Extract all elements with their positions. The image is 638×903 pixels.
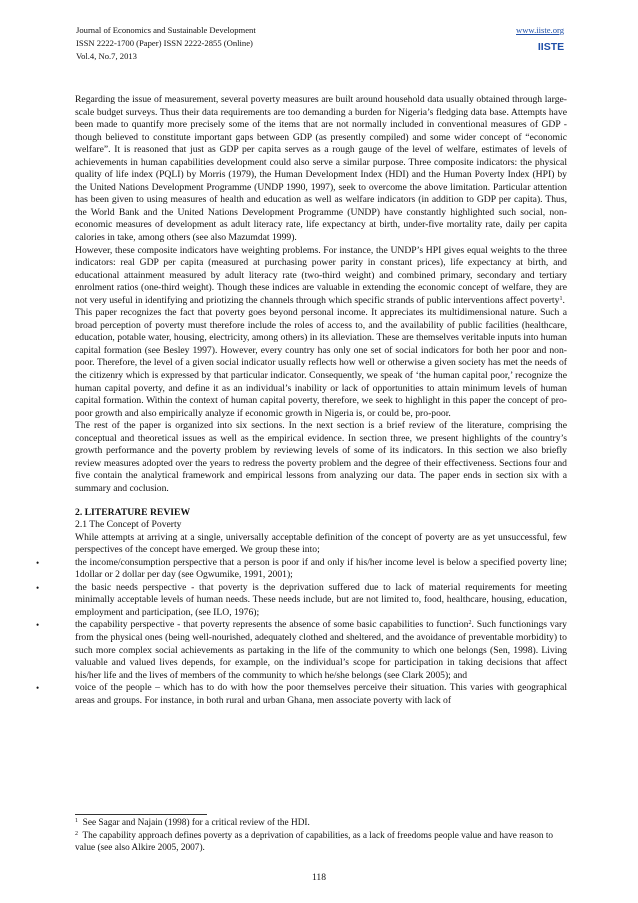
iiste-logo <box>538 38 564 53</box>
running-header <box>76 24 566 63</box>
subsection-title: 2.1 The Concept of Poverty <box>75 519 182 531</box>
section-title: 2. LITERATURE REVIEW <box>75 506 191 518</box>
perspectives-list <box>36 556 567 708</box>
journal-name: Journal of Economics and Sustainable Development <box>76 25 256 35</box>
footnotes <box>75 817 555 855</box>
bullet-icon: • <box>36 620 40 631</box>
list-item: • the basic needs perspective - that poverty is the deprivation suffered due to lack of material requirements for meeting minimally acceptable levels of human needs. These needs include, but are not limited to, food, healthcare, housing, education, employment and participation, (see ILO, 1976); <box>36 581 567 618</box>
list-item: • the capability perspective - that poverty represents the absence of some basic capabilities to function$^2$. Such functionings vary from the physical ones (being well-nourished, adequately clothed and sheltered, and the avoidance of preventable morbidity) to such more complex social achievements as partaking in the life of the community to which one belongs (Sen, 1998). Living valuable and valued lives depends, for example, on the individual’s scope for participation in taking decisions that affect his/her life and the lives of members of the community to which he/she belongs (see Clark 2005); and <box>36 619 567 681</box>
footnote-divider <box>75 814 207 815</box>
footnote-ref-2: 2 <box>468 620 472 627</box>
footnote-ref-1: 1 <box>559 295 563 302</box>
bullet-icon: • <box>36 683 40 694</box>
paragraph-definition: While attempts at arriving at a single, universally acceptable definition of the concept of poverty are as yet unsuccessful, few perspectives of the concept have emerged. We group these into; <box>75 531 567 556</box>
volume-line: Vol.4, No.7, 2013 <box>76 51 137 61</box>
paragraph-human-capital: This paper recognizes the fact that poverty goes beyond personal income. It appreciates its multidimensional nature. Such a broad perception of poverty must therefore include the roles of access to, and the availability of public facilities (healthcare, education, potable water, housing, electricity, among others) in its alleviation. These are themselves veritable inputs into human capital formation (see Besley 1997). However, every country has only one set of social indicators for both her poor and non-poor. Therefore, the level of a given social indicator usually reflects how well or otherwise a given society has met the needs of the citizenry which is expressed by that particular indicator. Consequently, we speak of ‘the human capital poor,’ recognize the human capital poverty, and define it as an individual’s inability or lack of opportunities to attain minimum levels of human capital formation. Within the context of human capital poverty, therefore, we seek to highlight in this paper the concept of pro-poor growth and also empirically analyze if economic growth in Nigeria is, or could be, pro-poor. <box>75 307 567 419</box>
list-item: • the income/consumption perspective that a person is poor if and only if his/her income level is below a specified poverty line; 1dollar or 2 dollar per day (see Ogwumike, 1991, 2001); <box>36 556 567 581</box>
paragraph-composite-indicators: However, these composite indicators have weighting problems. For instance, the UNDP’s HPI gives equal weights to the three indicators: real GDP per capita (measured at purchasing power parity in constant prices), life expectancy at birth, and educational attainment measured by adult literacy rate (two-third weight) and combined primary, secondary and tertiary enrolment ratios (one-third weight). Though these indices are valuable in extending the economic concept of welfare, they are not very useful in identifying and priotizing the channels through which specific strands of public interventions affect poverty$^1$. <box>75 244 567 306</box>
issn-line: ISSN 2222-1700 (Paper) ISSN 2222-2855 (Online) <box>76 38 253 48</box>
bullet-icon: • <box>36 557 40 568</box>
article-body <box>36 94 567 707</box>
footnote-1: $^1$ See Sagar and Najain (1998) for a critical review of the HDI. <box>75 818 310 828</box>
paragraph-organization: The rest of the paper is organized into six sections. In the next section is a brief review of the literature, comprising the conceptual and theoretical issues as well as the empirical evidence. In section three, we present highlights of the country’s growth performance and the poverty problem by reviewing levels of some of its indicators. In this section we also briefly review measures adopted over the years to redress the poverty problem and the degree of their effectiveness. Sections four and five contain the analytical framework and empirical lessons from analyzing our data. The paper ends in section six with a summary and coclusion. <box>75 420 567 494</box>
bullet-icon: • <box>36 582 40 593</box>
list-item: • voice of the people – which has to do with how the poor themselves perceive their situation. This varies with geographical areas and groups. For instance, in both rural and urban Ghana, men associate poverty with lack of <box>36 682 567 706</box>
paragraph-measurement: Regarding the issue of measurement, several poverty measures are built around household data usually obtained through large-scale budget surveys. Thus their data requirements are too demanding a burden for Nigeria’s fledging data base. Attempts have been made to quantify more precisely some of the items that are not normally included in conventional measures of GDP - though believed to constitute important gaps between GDP (as presently compiled) and some wider concept of “economic welfare”. It is reasoned that just as GDP per capita serves as a rough gauge of the level of welfare, estimates of levels of achievements in human capabilities development could also serve a similar purpose. Three composite indicators: the physical quality of life index (PQLI) by Morris (1979), the Human Development Index (HDI) and the Human Poverty Index (HPI) by the United Nations Development Programme (UNDP 1990, 1997), seek to overcome the above limitation. Particular attention has been given to using measures of health and education as well as welfare indicators (in addition to GDP per capita). Thus, the World Bank and the United Nations Development Programme (UNDP) have constantly highlighted such social, non-economic measures of development as adult literacy rate, life expectancy at birth, under-five mortality rate, daily per capita calories in take, among others (see also Mazumdat 1999). <box>75 94 567 244</box>
page-number: 118 <box>311 872 327 883</box>
footnote-2: $^2$ The capability approach defines poverty as a deprivation of capabilities, as a lack of freedoms people value and have reason to value (see also Alkire 2005, 2007). <box>75 830 554 854</box>
iiste-logo-text: IISTE <box>538 41 564 53</box>
journal-url-link[interactable]: www.iiste.org <box>516 25 564 35</box>
